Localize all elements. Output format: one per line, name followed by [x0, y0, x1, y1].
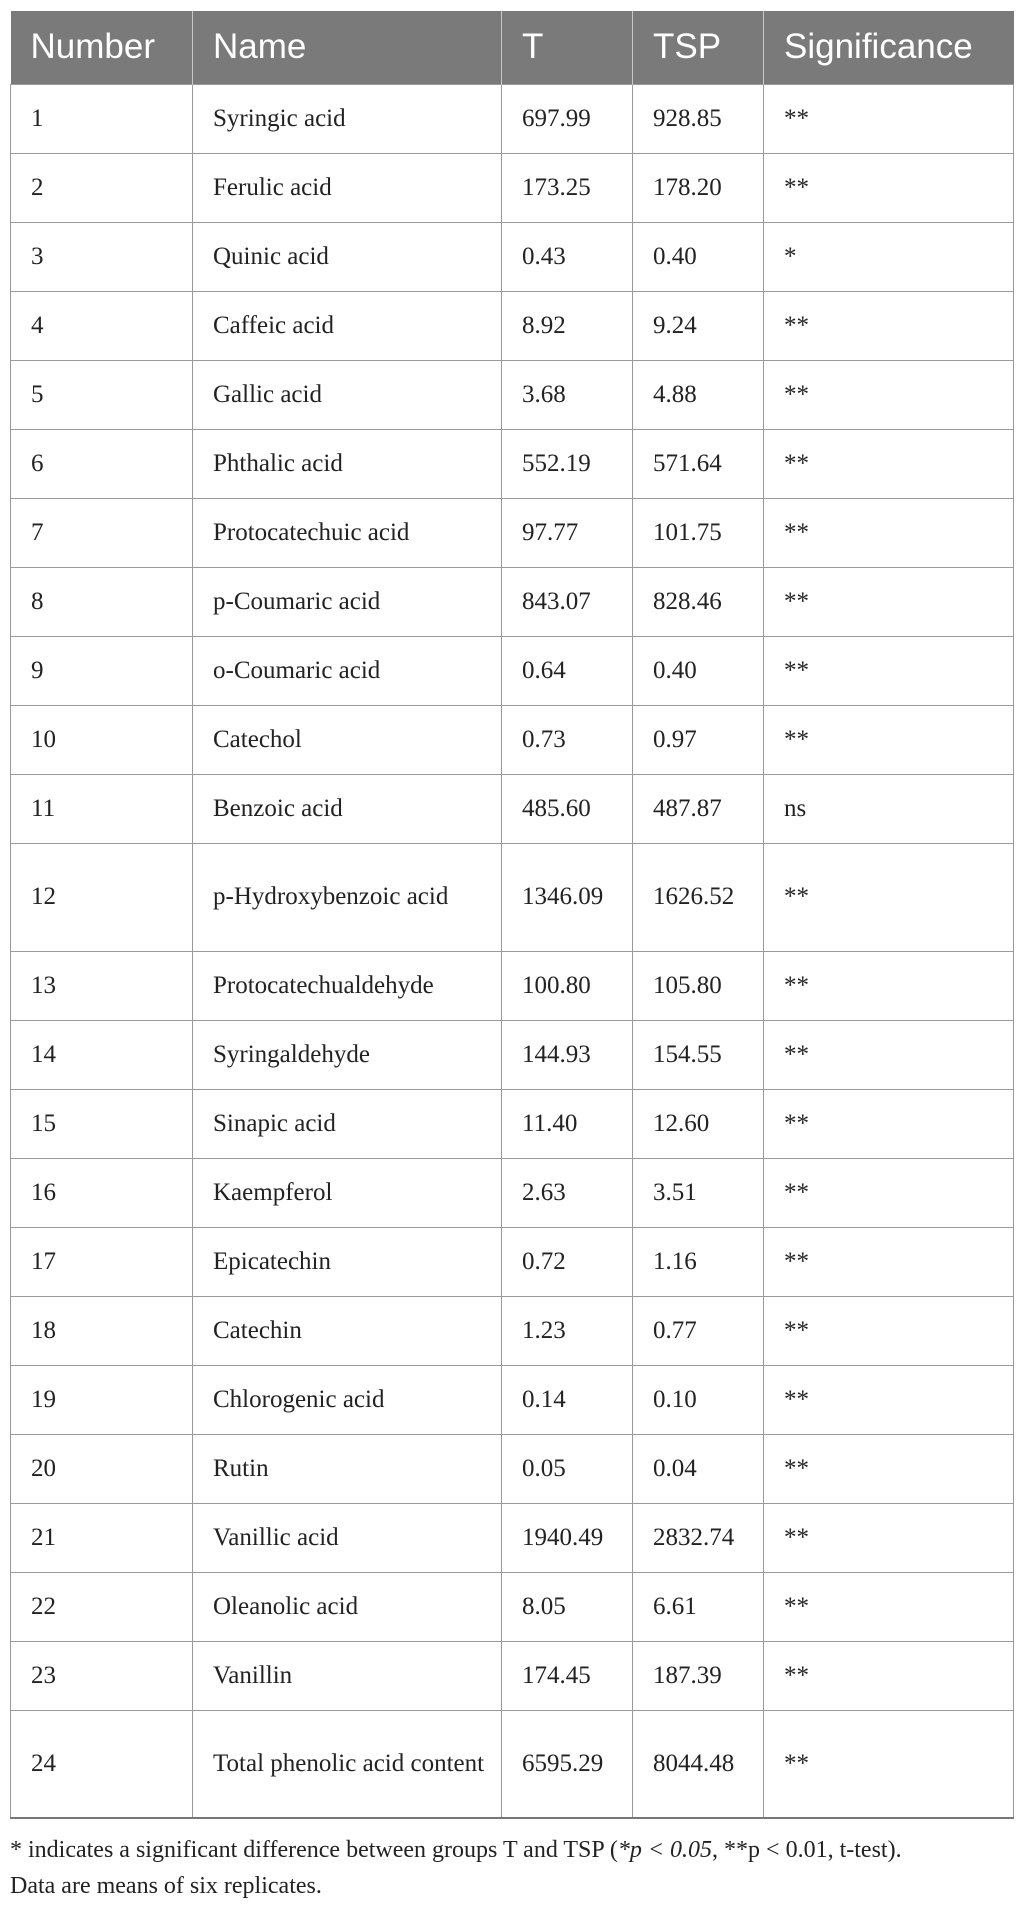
cell-significance: **	[764, 705, 1014, 774]
table-row	[11, 1020, 1014, 1089]
cell-t: 6595.29	[502, 1710, 633, 1818]
cell-t: 0.64	[502, 636, 633, 705]
table-row	[11, 1572, 1014, 1641]
cell-number: 16	[11, 1158, 193, 1227]
table-row	[11, 1365, 1014, 1434]
cell-tsp: 154.55	[633, 1020, 764, 1089]
cell-significance: **	[764, 1710, 1014, 1818]
cell-name: Syringaldehyde	[193, 1020, 502, 1089]
table-row	[11, 360, 1014, 429]
cell-name: Total phenolic acid content	[193, 1710, 502, 1818]
table-row	[11, 1089, 1014, 1158]
table-row	[11, 951, 1014, 1020]
cell-tsp: 105.80	[633, 951, 764, 1020]
data-table-container	[10, 11, 1013, 1819]
cell-tsp: 12.60	[633, 1089, 764, 1158]
phenolic-acid-table	[10, 11, 1014, 1819]
cell-t: 485.60	[502, 774, 633, 843]
cell-tsp: 187.39	[633, 1641, 764, 1710]
cell-t: 144.93	[502, 1020, 633, 1089]
cell-significance: **	[764, 153, 1014, 222]
table-row	[11, 1227, 1014, 1296]
cell-number: 13	[11, 951, 193, 1020]
table-row	[11, 636, 1014, 705]
cell-t: 1.23	[502, 1296, 633, 1365]
cell-name: Kaempferol	[193, 1158, 502, 1227]
cell-number: 2	[11, 153, 193, 222]
cell-significance: **	[764, 567, 1014, 636]
table-row	[11, 291, 1014, 360]
table-header	[11, 11, 1014, 84]
cell-tsp: 0.40	[633, 636, 764, 705]
cell-significance: ns	[764, 774, 1014, 843]
header-significance: Significance	[764, 11, 1014, 84]
cell-tsp: 0.40	[633, 222, 764, 291]
table-body	[11, 84, 1014, 1818]
cell-tsp: 101.75	[633, 498, 764, 567]
cell-t: 0.14	[502, 1365, 633, 1434]
cell-name: Epicatechin	[193, 1227, 502, 1296]
cell-number: 6	[11, 429, 193, 498]
cell-t: 174.45	[502, 1641, 633, 1710]
cell-name: Benzoic acid	[193, 774, 502, 843]
cell-t: 2.63	[502, 1158, 633, 1227]
cell-name: Gallic acid	[193, 360, 502, 429]
table-row	[11, 498, 1014, 567]
table-row	[11, 1296, 1014, 1365]
cell-t: 1940.49	[502, 1503, 633, 1572]
cell-number: 4	[11, 291, 193, 360]
cell-t: 697.99	[502, 84, 633, 153]
cell-number: 11	[11, 774, 193, 843]
cell-name: Syringic acid	[193, 84, 502, 153]
cell-number: 17	[11, 1227, 193, 1296]
header-row	[11, 11, 1014, 84]
cell-name: p-Coumaric acid	[193, 567, 502, 636]
cell-significance: **	[764, 1503, 1014, 1572]
cell-significance: **	[764, 1296, 1014, 1365]
cell-number: 9	[11, 636, 193, 705]
footnote-text-b: *p < 0.05	[617, 1837, 713, 1863]
cell-name: Phthalic acid	[193, 429, 502, 498]
cell-name: Quinic acid	[193, 222, 502, 291]
cell-significance: **	[764, 291, 1014, 360]
cell-significance: **	[764, 843, 1014, 951]
cell-tsp: 3.51	[633, 1158, 764, 1227]
table-row	[11, 567, 1014, 636]
cell-tsp: 0.04	[633, 1434, 764, 1503]
cell-tsp: 1.16	[633, 1227, 764, 1296]
cell-significance: **	[764, 1434, 1014, 1503]
cell-t: 552.19	[502, 429, 633, 498]
cell-number: 18	[11, 1296, 193, 1365]
cell-name: Vanillin	[193, 1641, 502, 1710]
table-row	[11, 774, 1014, 843]
cell-number: 19	[11, 1365, 193, 1434]
table-row	[11, 429, 1014, 498]
cell-tsp: 1626.52	[633, 843, 764, 951]
cell-number: 20	[11, 1434, 193, 1503]
cell-significance: **	[764, 1227, 1014, 1296]
cell-number: 22	[11, 1572, 193, 1641]
header-number: Number	[11, 11, 193, 84]
cell-t: 8.05	[502, 1572, 633, 1641]
table-row	[11, 1503, 1014, 1572]
cell-name: Protocatechuic acid	[193, 498, 502, 567]
table-row	[11, 222, 1014, 291]
cell-t: 0.43	[502, 222, 633, 291]
cell-tsp: 0.97	[633, 705, 764, 774]
cell-significance: *	[764, 222, 1014, 291]
cell-tsp: 4.88	[633, 360, 764, 429]
cell-number: 15	[11, 1089, 193, 1158]
cell-tsp: 9.24	[633, 291, 764, 360]
cell-significance: **	[764, 429, 1014, 498]
table-row	[11, 84, 1014, 153]
cell-significance: **	[764, 498, 1014, 567]
cell-t: 3.68	[502, 360, 633, 429]
table-footnote	[10, 1832, 1016, 1904]
cell-t: 0.05	[502, 1434, 633, 1503]
table-row	[11, 153, 1014, 222]
cell-number: 3	[11, 222, 193, 291]
cell-number: 14	[11, 1020, 193, 1089]
cell-t: 97.77	[502, 498, 633, 567]
cell-number: 8	[11, 567, 193, 636]
cell-number: 24	[11, 1710, 193, 1818]
cell-t: 843.07	[502, 567, 633, 636]
footnote-text-a: * indicates a significant difference between groups T and TSP (	[10, 1837, 618, 1863]
cell-name: Rutin	[193, 1434, 502, 1503]
cell-t: 173.25	[502, 153, 633, 222]
cell-tsp: 487.87	[633, 774, 764, 843]
cell-t: 11.40	[502, 1089, 633, 1158]
table-row	[11, 705, 1014, 774]
cell-name: Protocatechualdehyde	[193, 951, 502, 1020]
cell-significance: **	[764, 1089, 1014, 1158]
footnote-line-1	[10, 1832, 1016, 1868]
cell-significance: **	[764, 636, 1014, 705]
cell-tsp: 928.85	[633, 84, 764, 153]
cell-tsp: 2832.74	[633, 1503, 764, 1572]
footnote-text-c: , **p < 0.01, t-test).	[712, 1837, 902, 1863]
cell-tsp: 0.77	[633, 1296, 764, 1365]
cell-significance: **	[764, 1641, 1014, 1710]
cell-significance: **	[764, 1020, 1014, 1089]
cell-significance: **	[764, 360, 1014, 429]
header-tsp: TSP	[633, 11, 764, 84]
table-row	[11, 1641, 1014, 1710]
cell-number: 21	[11, 1503, 193, 1572]
cell-tsp: 0.10	[633, 1365, 764, 1434]
table-row	[11, 843, 1014, 951]
cell-tsp: 6.61	[633, 1572, 764, 1641]
cell-name: Chlorogenic acid	[193, 1365, 502, 1434]
cell-number: 5	[11, 360, 193, 429]
cell-t: 0.73	[502, 705, 633, 774]
cell-number: 12	[11, 843, 193, 951]
cell-t: 1346.09	[502, 843, 633, 951]
cell-t: 100.80	[502, 951, 633, 1020]
header-name: Name	[193, 11, 502, 84]
cell-significance: **	[764, 951, 1014, 1020]
cell-number: 23	[11, 1641, 193, 1710]
cell-name: Sinapic acid	[193, 1089, 502, 1158]
table-row	[11, 1710, 1014, 1818]
cell-significance: **	[764, 1365, 1014, 1434]
header-t: T	[502, 11, 633, 84]
cell-tsp: 8044.48	[633, 1710, 764, 1818]
cell-tsp: 828.46	[633, 567, 764, 636]
cell-significance: **	[764, 1158, 1014, 1227]
cell-significance: **	[764, 1572, 1014, 1641]
cell-significance: **	[764, 84, 1014, 153]
footnote-line-2: Data are means of six replicates.	[10, 1873, 322, 1899]
cell-name: Caffeic acid	[193, 291, 502, 360]
cell-tsp: 178.20	[633, 153, 764, 222]
table-row	[11, 1158, 1014, 1227]
cell-name: Catechin	[193, 1296, 502, 1365]
table-row	[11, 1434, 1014, 1503]
cell-tsp: 571.64	[633, 429, 764, 498]
cell-t: 8.92	[502, 291, 633, 360]
cell-number: 10	[11, 705, 193, 774]
cell-name: Ferulic acid	[193, 153, 502, 222]
cell-number: 7	[11, 498, 193, 567]
cell-name: Vanillic acid	[193, 1503, 502, 1572]
cell-name: Oleanolic acid	[193, 1572, 502, 1641]
cell-name: o-Coumaric acid	[193, 636, 502, 705]
cell-name: p-Hydroxybenzoic acid	[193, 843, 502, 951]
cell-number: 1	[11, 84, 193, 153]
cell-name: Catechol	[193, 705, 502, 774]
cell-t: 0.72	[502, 1227, 633, 1296]
